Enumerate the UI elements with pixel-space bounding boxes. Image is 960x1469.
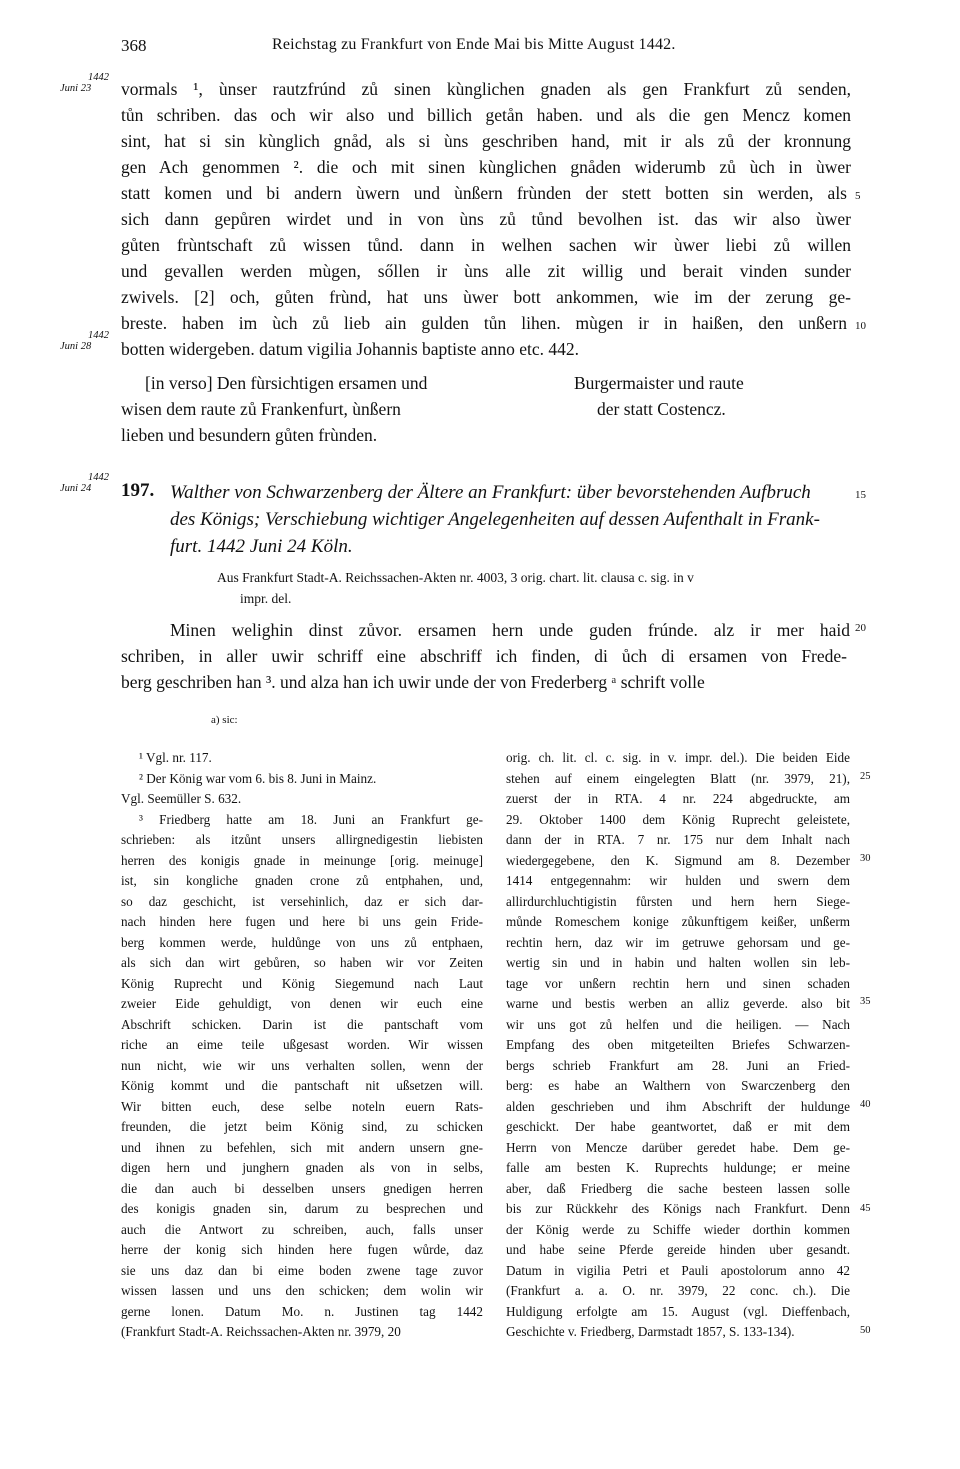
- line-number: 20: [855, 622, 866, 634]
- footnote-line: nach hinden here fugen und here bi uns gein Fride-: [121, 914, 483, 929]
- margin-date: [60, 72, 109, 94]
- footnote-line: als sich dan wirt gebůren, so haben wir vor Zeiten: [121, 955, 483, 970]
- line-number: 30: [860, 853, 871, 864]
- letter-line: und gevallen werden mùgen, sőllen ir ùns alle zit willig und berait vinden sunder: [121, 261, 851, 281]
- footnote-line: alden geschrieben und ihm Abschrift der huldunge: [506, 1098, 850, 1114]
- footnote-line: wertig sin und in habin und halten wollen sin leb-: [506, 955, 850, 970]
- footnote-line: orig. ch. lit. cl. c. sig. in v. impr. del.). Die beiden Eide: [506, 750, 850, 765]
- line-number: 10: [855, 320, 866, 332]
- footnote-line: die dan auch bi desselben unsers gnedigen herren: [121, 1180, 483, 1196]
- footnote-line: zuerst der in RTA. 4 nr. 224 abgedruckte, am: [506, 791, 850, 806]
- letter-line: gůten frùntschaft zů wissen tůnd. dann in welhen sachen wir ùwer liebi zů willen: [121, 235, 851, 255]
- footnote-line: König Ruprecht und König Siegemund nach Laut: [121, 975, 483, 991]
- document-title-line: furt. 1442 Juni 24 Köln.: [170, 536, 353, 557]
- document-title-line: Walther von Schwarzenberg der Ältere an Frankfurt: über bevorstehenden Aufbruch: [170, 482, 811, 503]
- line-number: 45: [860, 1203, 871, 1214]
- footnote-line: (Frankfurt a. a. O. nr. 3979, 22 conc. ch.). Die: [506, 1283, 850, 1298]
- footnote-line: stehen auf einem eingelegten Blatt (nr. 3979, 21),: [506, 770, 850, 786]
- footnote-line: zweier Eide gehuldigt, von denen wir euch eine: [121, 996, 483, 1011]
- footnote-line: gerne lonen. Datum Mo. n. Justinen tag 1442: [121, 1303, 483, 1319]
- margin-date-year: 1442: [88, 472, 109, 483]
- footnote-line: Empfang des oben mitgeteilten Briefes Schwarzen-: [506, 1037, 850, 1052]
- footnote-line: 29. Oktober 1400 dem König Ruprecht geleistete,: [506, 811, 850, 827]
- letter-line: sint, hat si sin kùnglich gnåd, als si ùns geschriben hand, mit ir als zů der kronnung: [121, 131, 851, 151]
- line-number: 40: [860, 1099, 871, 1110]
- footnote-line: herren des konigis gnade in meinunge [orig. meinuge]: [121, 852, 483, 868]
- footnote-line: sie uns daz dan bi eime boden zwene tage zuvor: [121, 1262, 483, 1278]
- footnote-line: allirdurchluchtigistin fůrsten und hern hern Siege-: [506, 893, 850, 909]
- footnote-line: schrieben: als itzůnt unsers allirgnedigestin liebisten: [121, 832, 483, 847]
- footnote-line: freunden, die jetzt beim König sind, zu schicken: [121, 1119, 483, 1134]
- footnote-line: nun nicht, wie wir uns verhalten sollen, wenn der: [121, 1057, 483, 1073]
- page-number: 368: [121, 36, 147, 55]
- document-number: 197.: [121, 480, 155, 501]
- address-right-line: Burgermaister und raute: [574, 373, 744, 393]
- line-number: 15: [855, 489, 866, 501]
- footnote-line: (Frankfurt Stadt-A. Reichssachen-Akten nr. 3979, 20: [121, 1324, 401, 1339]
- margin-date-day: Juni 24: [60, 483, 92, 494]
- footnote-line: und habe seine Pferde gereide hinden uber gesandt.: [506, 1242, 850, 1257]
- footnote-line: so daz geschicht, ist versehinlich, daz er sich dar-: [121, 893, 483, 909]
- source-note-line: Aus Frankfurt Stadt-A. Reichssachen-Akten nr. 4003, 3 orig. chart. lit. clausa c. sig. in v: [217, 570, 694, 585]
- footnote-line: Abschrift schicken. Darin ist die pantschaft vom: [121, 1016, 483, 1032]
- footnote-line: ² Der König war vom 6. bis 8. Juni in Mainz.: [139, 770, 377, 786]
- source-note-line: impr. del.: [240, 591, 292, 606]
- footnote-line: berg: es habe an Walthern von Swarczenberg den: [506, 1078, 850, 1093]
- margin-date: [60, 330, 109, 352]
- footnote-line: ³ Friedberg hatte am 18. Juni an Frankfurt ge-: [139, 811, 483, 827]
- letter-line: tůn schriben. das och wir also und billich getån haben. und als die gen Mencz komen: [121, 105, 851, 125]
- footnote-line: Vgl. Seemüller S. 632.: [121, 791, 242, 806]
- line-number: 5: [855, 190, 861, 202]
- footnote-line: auch die Antwort zu schreiben, auch, falls unser: [121, 1221, 483, 1237]
- footnote-line: ¹ Vgl. nr. 117.: [139, 750, 212, 765]
- footnote-line: wissen lassen und uns den schicken; dem wolin wir: [121, 1283, 483, 1298]
- footnote-line: můnde Romeschem konige zůkunftigem keißer, unßerm: [506, 914, 850, 929]
- letter-line: breste. haben im ùch zů lieb ain gulden tůn lihen. mùgen ir in haißen, den unßern: [121, 313, 847, 333]
- footnote-line: warne und bestis werben an alliz geverde. also bit: [506, 996, 850, 1011]
- footnote-line: aber, daß Friedberg die sache besteen lassen solle: [506, 1180, 850, 1196]
- document-text-line: schriben, in aller uwir schriff eine abschriff ich finden, di ůch di ersamen von Frede-: [121, 646, 847, 666]
- footnote-line: wiedergegebene, den K. Sigmund am 8. Dezember: [506, 852, 850, 868]
- letter-line: sich dann gepůren wirdet und in von ùns zů tůnd bevolhen ist. das wir also ùwer: [121, 209, 851, 229]
- address-left-line: lieben und besundern gůten frùnden.: [121, 425, 378, 445]
- footnote-line: riche an eime teile ußgesast worden. Wir wissen: [121, 1037, 483, 1052]
- document-title-line: des Königs; Verschiebung wichtiger Angelegenheiten auf dessen Aufenthalt in Frank-: [170, 509, 820, 530]
- footnote-line: Wir bitten euch, dese selbe noteln euern Rats-: [121, 1098, 483, 1114]
- footnote-line: des konigis gnaden sin, darum zu besprechen und: [121, 1201, 483, 1216]
- footnotes-left-column: [121, 748, 483, 1343]
- footnote-line: digen hern und junghern gnaden als von in selbs,: [121, 1160, 483, 1175]
- margin-date-year: 1442: [88, 330, 109, 341]
- footnote-line: rechtin hern, daz wir im getruwe gehorsam und ge-: [506, 934, 850, 950]
- footnote-line: berg kommen werde, huldůnge von uns zů entphaen,: [121, 934, 483, 950]
- footnote-line: bis zur Rückkehr des Königs nach Frankfurt. Denn: [506, 1201, 850, 1216]
- letter-line: vormals ¹, ùnser rautzfrúnd zů sinen kùnglichen gnaden als gen Frankfurt zů senden,: [121, 79, 851, 99]
- footnote-line: bergs schrieb Frankfurt am 28. Juni an Fried-: [506, 1057, 850, 1073]
- margin-date: [60, 472, 109, 494]
- letter-line: botten widergeben. datum vigilia Johannis baptiste anno etc. 442.: [121, 339, 579, 359]
- footnotes-right-column: [506, 748, 850, 1343]
- line-number: 35: [860, 996, 871, 1007]
- letter-line: gen Ach genommen ². die och mit sinen kùnglichen gnåden widerumb zů ùch in ùwer: [121, 157, 851, 177]
- address-left-line: wisen dem raute zů Frankenfurt, ùnßern: [121, 399, 401, 419]
- footnote-line: wir uns got zů helfen und die heiligen. — Nach: [506, 1016, 850, 1032]
- footnote-line: falle am besten K. Ruprechts huldunge; er meine: [506, 1160, 850, 1175]
- footnote-line: ist, sin kongliche gnaden crone zů entphahen, und,: [121, 873, 483, 888]
- footnote-line: der König werde zu Schiffe wieder dorthin kommen: [506, 1221, 850, 1237]
- address-right-line: der statt Costencz.: [597, 399, 726, 419]
- running-title: Reichstag zu Frankfurt von Ende Mai bis Mitte August 1442.: [272, 36, 676, 53]
- footnote-line: und ihnen zu befehlen, sich mit andern unsern gne-: [121, 1139, 483, 1155]
- footnote-line: König kommt und die pantschaft nit ußsetzen will.: [121, 1078, 483, 1093]
- margin-date-day: Juni 28: [60, 341, 92, 352]
- line-number: 25: [860, 771, 871, 782]
- footnote-line: herre der konig sich hinden here fugen wůrde, daz: [121, 1242, 483, 1257]
- letter-line: zwivels. [2] och, gůten frùnd, hat uns ùwer bott ankommen, wie im der zerung ge-: [121, 287, 851, 307]
- margin-date-day: Juni 23: [60, 83, 92, 94]
- line-number: 50: [860, 1325, 871, 1336]
- document-text-line: berg geschriben han ³. und alza han ich uwir unde der von Frederberg ᵃ schrift volle: [121, 672, 705, 692]
- footnote-line: geschickt. Der habe geantwortet, daß er mit dem: [506, 1119, 850, 1134]
- footnote-line: Herrn von Mencze darüber geredet habe. Dem ge-: [506, 1139, 850, 1155]
- footnote-line: Geschichte v. Friedberg, Darmstadt 1857, S. 133-134).: [506, 1324, 795, 1339]
- footnote-line: Huldigung erfolgte am 15. August (vgl. Dieffenbach,: [506, 1303, 850, 1319]
- variant-note: a) sic:: [211, 714, 238, 726]
- margin-date-year: 1442: [88, 72, 109, 83]
- document-text-line: Minen welighin dinst zůvor. ersamen hern unde guden frúnde. alz ir mer haid: [170, 620, 850, 640]
- footnote-line: Datum in vigilia Petri et Pauli apostolorum anno 42: [506, 1262, 850, 1278]
- letter-line: statt komen und bi andern ùwern und ùnßern frùnden der stett botten sin werden, als: [121, 183, 847, 203]
- address-left-line: [in verso] Den fùrsichtigen ersamen und: [145, 373, 428, 393]
- footnote-line: dann der in RTA. 7 nr. 175 nur dem Inhalt nach: [506, 832, 850, 847]
- footnote-line: 1414 entgegennahm: wir hulden und swern dem: [506, 873, 850, 888]
- footnote-line: tage vor unßern rechtin hern und sinen schaden: [506, 975, 850, 991]
